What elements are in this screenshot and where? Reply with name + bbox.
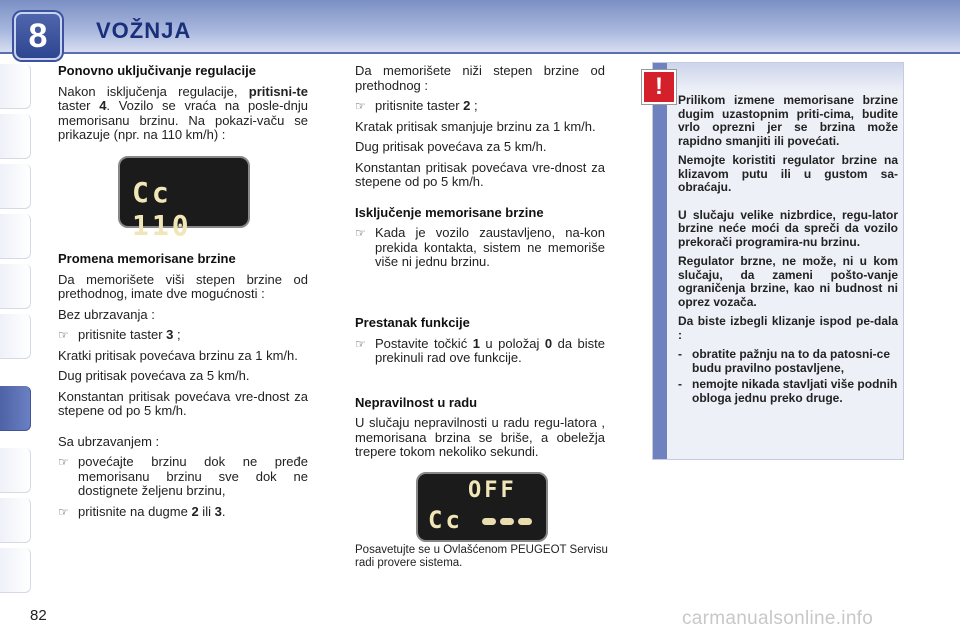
text: ; xyxy=(173,327,181,342)
text: taster xyxy=(58,98,100,113)
button-number: 4 xyxy=(99,98,107,113)
pointing-hand-icon: ☞ xyxy=(58,504,69,519)
side-tab[interactable] xyxy=(0,448,31,493)
text: Postavite točkić xyxy=(375,335,473,351)
bullet-item xyxy=(355,226,605,270)
bullet-text: Kada je vozilo zaustavljeno, na-kon prekida kontakta, sistem ne memoriše više ni jednu brzinu. xyxy=(375,225,605,269)
paragraph: Konstantan pritisak povećava vre-dnost za stepene od po 5 km/h. xyxy=(355,159,605,189)
side-tab[interactable] xyxy=(0,164,31,209)
caption: Posavetujte se u Ovlašćenom PEUGEOT Servisu radi provere sistema. xyxy=(355,544,608,569)
text: . Vozilo se vraća na posle-dnju memorisanu brzinu. Na pokazi-vaču se prikazuje (npr. na 110 km/h) : xyxy=(58,98,309,142)
warning-paragraph: Regulator brzne, ne može, ni u kom slučaju, da zameni pošto-vanje ograničenja brzine, kao ni budnost ni oprez vozača. xyxy=(678,254,898,309)
paragraph: Sa ubrzavanjem : xyxy=(58,433,160,449)
text: Nakon isključenja regulacije, xyxy=(58,83,249,99)
paragraph-reactivation xyxy=(58,85,308,143)
heading-change-speed: Promena memorisane brzine xyxy=(58,251,236,266)
paragraph: Konstantan pritisak povećava vre-dnost za stepene od po 5 km/h. xyxy=(58,388,308,418)
speed-display-off xyxy=(416,472,548,542)
text: ; xyxy=(470,98,478,113)
bullet-item xyxy=(58,328,308,343)
bullet-text xyxy=(78,505,225,520)
paragraph: Kratki pritisak povećava brzinu za 1 km/h. xyxy=(58,347,298,363)
paragraph: Bez ubrzavanja : xyxy=(58,306,155,322)
display-text-cc: Cc xyxy=(428,506,463,534)
chapter-number: 8 xyxy=(28,16,48,55)
heading-reactivation: Ponovno uključivanje regulacije xyxy=(58,63,256,78)
warning-text xyxy=(678,94,898,408)
button-number: 1 xyxy=(472,335,480,351)
dashes-indicator xyxy=(482,518,532,525)
heading-malfunction: Nepravilnost u radu xyxy=(355,394,478,410)
bullet-item xyxy=(58,505,308,520)
side-tab[interactable] xyxy=(0,498,31,543)
bullet-item xyxy=(58,455,308,499)
pointing-hand-icon: ☞ xyxy=(355,99,366,113)
display-text-off: OFF xyxy=(468,478,517,503)
pointing-hand-icon: ☞ xyxy=(58,328,69,342)
left-column-lower xyxy=(58,252,308,525)
text: u položaj xyxy=(479,335,545,351)
text: pritisnite taster xyxy=(375,98,464,113)
button-number: 3 xyxy=(166,327,174,342)
bullet-item xyxy=(355,337,605,366)
watermark: carmanualsonline.info xyxy=(682,608,874,629)
text: ili xyxy=(198,503,215,519)
chapter-number-badge xyxy=(14,12,62,60)
warning-exclamation-icon: ! xyxy=(642,70,676,104)
button-number: 2 xyxy=(463,98,471,113)
pointing-hand-icon: ☞ xyxy=(355,336,366,351)
warning-paragraph: Nemojte koristiti regulator brzine na klizavom putu ili u gustom sa-obraćaju. xyxy=(678,153,898,194)
display-text: Cc 110 xyxy=(132,176,192,242)
button-number: 3 xyxy=(214,503,222,519)
dash-marker: - xyxy=(678,347,682,361)
text: . xyxy=(221,503,226,519)
side-tab-active[interactable] xyxy=(0,386,31,431)
paragraph: Da memorišete viši stepen brzine od prethodnog, imate dve mogućnosti : xyxy=(58,271,308,301)
button-number: 0 xyxy=(544,335,553,351)
paragraph: U slučaju nepravilnosti u radu regu-latora , memorisana brzina se briše, a obeležja trepere tokom nekoliko sekundi. xyxy=(355,415,605,459)
warning-paragraph: Prilikom izmene memorisane brzine dugim uzastopnim priti-cima, budite vrlo oprezni jer se brzina može rapidno smanjiti ili povećati. xyxy=(678,93,898,148)
dash-marker: - xyxy=(678,377,682,391)
paragraph: Kratak pritisak smanjuje brzinu za 1 km/h. xyxy=(355,118,596,134)
warning-paragraph: U slučaju velike nizbrdice, regu-lator brzine neće moći da spreči da vozilo prekorači programira-nu brzinu. xyxy=(678,207,898,249)
bullet-text xyxy=(375,337,605,366)
bullet-text xyxy=(78,328,181,343)
warning-list-item xyxy=(678,378,898,405)
warning-list-text: obratite pažnju na to da patosni-ce budu pravilno postavljene, xyxy=(692,347,891,375)
side-tab[interactable] xyxy=(0,64,31,109)
text: pritisnite taster xyxy=(78,327,167,342)
button-number: 2 xyxy=(191,503,199,519)
paragraph: Da memorišete niži stepen brzine od prethodnog : xyxy=(355,63,605,93)
paragraph: Dug pritisak povećava za 5 km/h. xyxy=(355,139,547,154)
page-title: VOŽNJA xyxy=(96,18,192,43)
paragraph: Dug pritisak povećava za 5 km/h. xyxy=(58,368,250,383)
heading-stop-function: Prestanak funkcije xyxy=(355,315,470,330)
left-column xyxy=(58,64,308,149)
warning-box-stripe xyxy=(653,63,667,459)
text: pritisnite na dugme xyxy=(78,503,192,519)
heading-deactivation: Isključenje memorisane brzine xyxy=(355,204,544,220)
pointing-hand-icon: ☞ xyxy=(355,226,366,240)
text: da biste prekinuli rad ove funkcije. xyxy=(375,335,606,365)
page-number: 82 xyxy=(30,607,47,624)
side-tab[interactable] xyxy=(0,548,31,593)
pointing-hand-icon: ☞ xyxy=(58,455,69,469)
bold-text: pritisni-te xyxy=(248,83,308,99)
side-tab[interactable] xyxy=(0,114,31,159)
bullet-text: povećajte brzinu dok ne pređe memorisanu brzinu sve dok ne dostignete željenu brzinu, xyxy=(78,454,308,498)
warning-list-text: nemojte nikada stavljati više podnih obloga jednu preko druge. xyxy=(692,377,898,405)
warning-box-header xyxy=(653,63,903,91)
middle-column xyxy=(355,64,605,276)
bullet-item xyxy=(355,99,605,114)
side-tab[interactable] xyxy=(0,314,31,359)
side-tab[interactable] xyxy=(0,264,31,309)
side-tab[interactable] xyxy=(0,214,31,259)
warning-paragraph: Da biste izbegli klizanje ispod pe-dala : xyxy=(678,314,898,342)
middle-column-lower xyxy=(355,316,605,466)
warning-list-item xyxy=(678,348,898,375)
chapter-side-tabs xyxy=(0,60,34,580)
bullet-text xyxy=(375,99,478,114)
speed-display-110 xyxy=(118,156,250,242)
